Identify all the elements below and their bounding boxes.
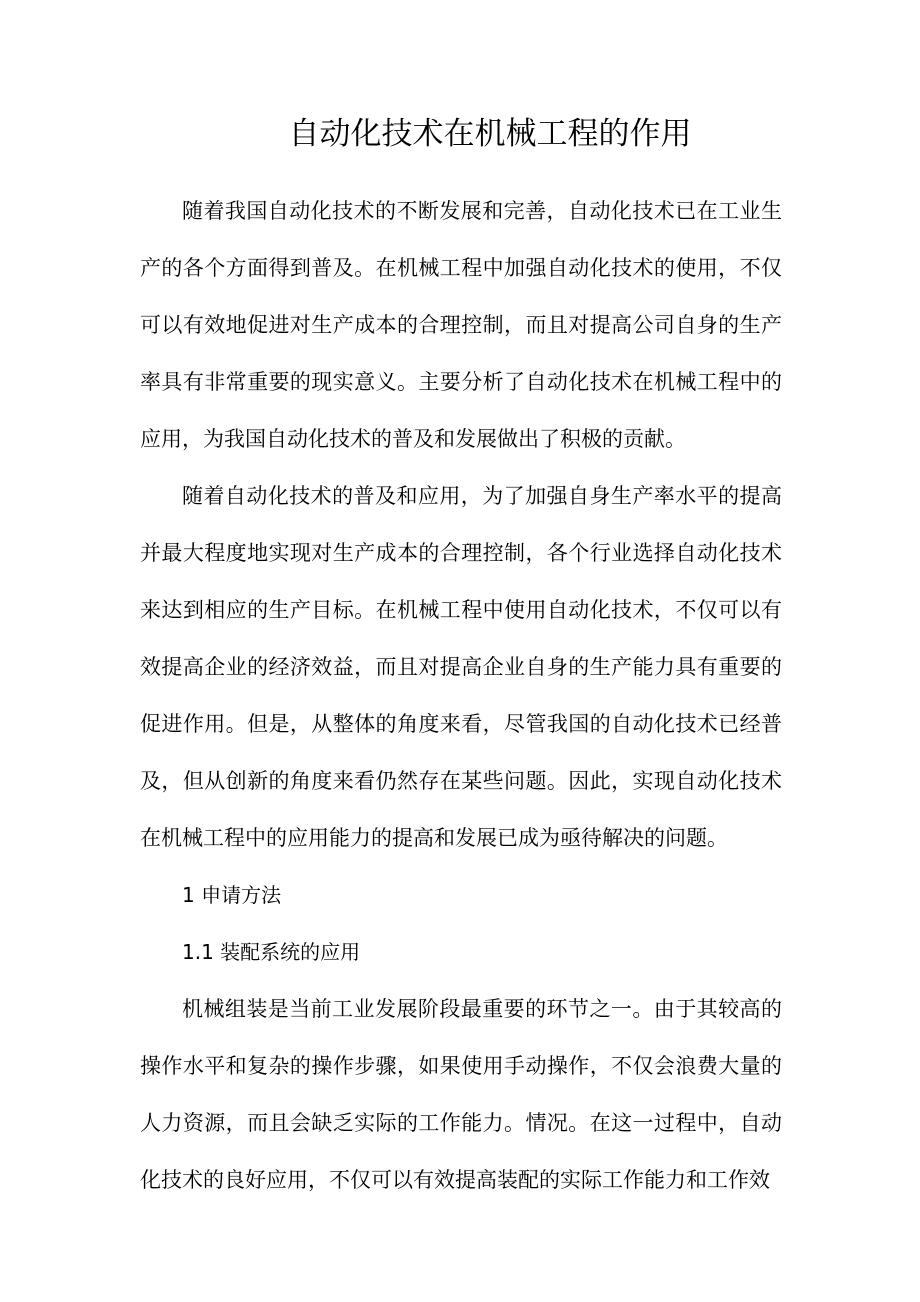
subsection-heading: 1.1 装配系统的应用	[182, 940, 361, 964]
document-body	[140, 183, 782, 1209]
body-paragraph-3: 机械组装是当前工业发展阶段最重要的环节之一。由于其较高的操作水平和复杂的操作步骤，如果使用手动操作，不仅会浪费大量的人力资源，而且会缺乏实际的工作能力。情况。在这一过程中，自动化技术的良好应用，不仅可以有效提高装配的实际工作能力和工作效	[140, 997, 782, 1192]
body-paragraph-2: 随着自动化技术的普及和应用，为了加强自身生产率水平的提高并最大程度地实现对生产成本的合理控制，各个行业选择自动化技术来达到相应的生产目标。在机械工程中使用自动化技术，不仅可以有效提高企业的经济效益，而且对提高企业自身的生产能力具有重要的促进作用。但是，从整体的角度来看，尽管我国的自动化技术已经普及，但从创新的角度来看仍然存在某些问题。因此，实现自动化技术在机械工程中的应用能力的提高和发展已成为亟待解决的问题。	[140, 484, 782, 850]
body-paragraph-1: 随着我国自动化技术的不断发展和完善，自动化技术已在工业生产的各个方面得到普及。在机械工程中加强自动化技术的使用，不仅可以有效地促进对生产成本的合理控制，而且对提高公司自身的生产率具有非常重要的现实意义。主要分析了自动化技术在机械工程中的应用，为我国自动化技术的普及和发展做出了积极的贡献。	[140, 199, 782, 451]
document-title: 自动化技术在机械工程的作用	[288, 116, 692, 152]
section-heading: 1 申请方法	[182, 883, 282, 907]
